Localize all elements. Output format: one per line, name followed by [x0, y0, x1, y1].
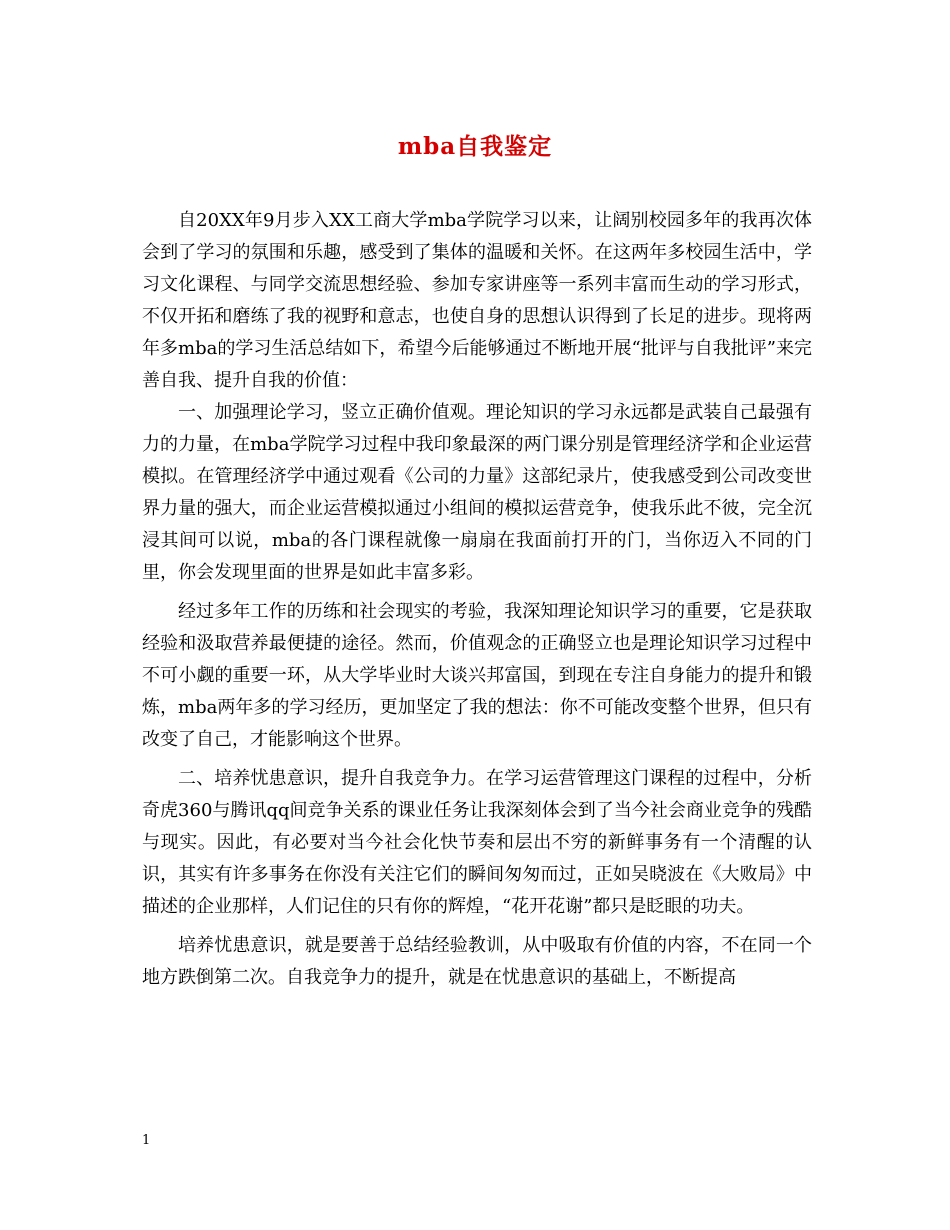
paragraph-competition: 二、培养忧患意识，提升自我竞争力。在学习运营管理这门课程的过程中，分析奇虎360与腾讯qq间竞争关系的课业任务让我深刻体会到了当今社会商业竞争的残酷与现实。因此，有必要对当今社会化快节奏和层出不穷的新鲜事务有一个清醒的认识，其实有许多事务在你没有关注它们的瞬间匆匆而过，正如吴晓波在《大败局》中描述的企业那样，人们记住的只有你的辉煌，“花开花谢”都只是眨眼的功夫。: [142, 768, 812, 917]
paragraph-intro: 自20XX年9月步入XX工商大学mba学院学习以来，让阔别校园多年的我再次体会到了学习的氛围和乐趣，感受到了集体的温暖和关怀。在这两年多校园生活中，学习文化课程、与同学交流思想经验、参加专家讲座等一系列丰富而生动的学习形式，不仅开拓和磨练了我的视野和意志，也使自身的思想认识得到了长足的进步。现将两年多mba的学习生活总结如下，希望今后能够通过不断地开展“批评与自我批评”来完善自我、提升自我的价值：: [142, 210, 812, 391]
document-title: mba自我鉴定: [397, 133, 553, 160]
page-number: 1: [142, 1133, 151, 1148]
paragraph-theory-study: 一、加强理论学习，竖立正确价值观。理论知识的学习永远都是武装自己最强有力的力量，在mba学院学习过程中我印象最深的两门课分别是管理经济学和企业运营模拟。在管理经济学中通过观看《公司的力量》这部纪录片，使我感受到公司改变世界力量的强大，而企业运营模拟通过小组间的模拟运营竞争，使我乐此不彼，完全沉浸其间可以说，mba的各门课程就像一扇扇在我面前打开的门，当你迈入不同的门里，你会发现里面的世界是如此丰富多彩。: [142, 402, 812, 583]
paragraph-values: 经过多年工作的历练和社会现实的考验，我深知理论知识学习的重要，它是获取经验和汲取营养最便捷的途径。然而，价值观念的正确竖立也是理论知识学习过程中不可小觑的重要一环，从大学毕业时大谈兴邦富国，到现在专注自身能力的提升和锻炼，mba两年多的学习经历，更加坚定了我的想法：你不可能改变整个世界，但只有改变了自己，才能影响这个世界。: [142, 601, 812, 750]
document-body: [142, 205, 812, 994]
paragraph-awareness: 培养忧患意识，就是要善于总结经验教训，从中吸取有价值的内容，不在同一个地方跌倒第二次。自我竞争力的提升，就是在忧患意识的基础上，不断提高: [142, 935, 812, 988]
